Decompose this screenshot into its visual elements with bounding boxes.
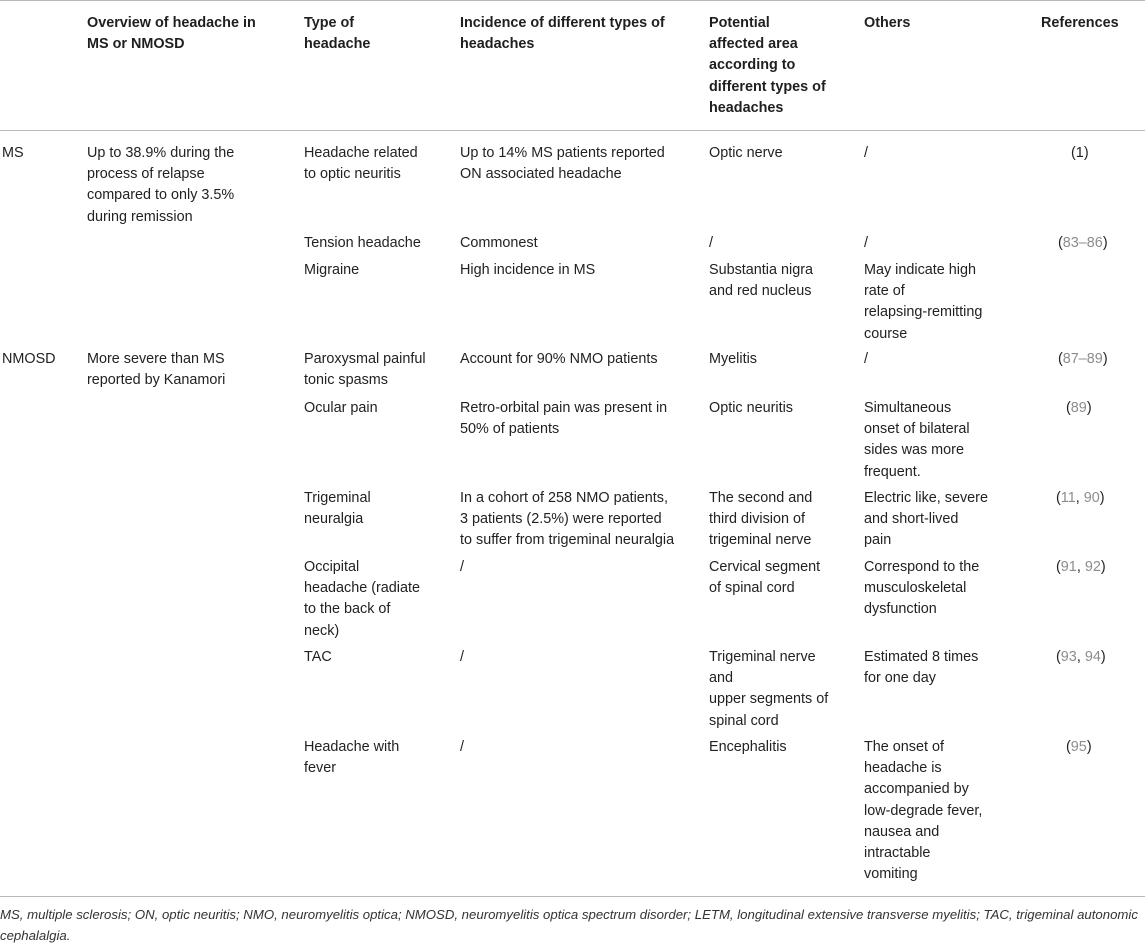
area-cell: Substantia nigra and red nucleus bbox=[709, 262, 814, 300]
area-cell: / bbox=[709, 235, 713, 251]
reference-cell bbox=[1066, 737, 1092, 758]
type-cell: Paroxysmal painful tonic spasms bbox=[304, 351, 426, 389]
reference-punctuation: ( bbox=[1058, 351, 1063, 367]
area-cell: Encephalitis bbox=[709, 739, 787, 755]
header-references: References bbox=[1041, 15, 1119, 31]
reference-punctuation: ) bbox=[1102, 235, 1108, 251]
type-cell: Tension headache bbox=[304, 235, 421, 251]
incidence-cell: Commonest bbox=[460, 235, 538, 251]
incidence-cell: / bbox=[460, 559, 464, 575]
incidence-cell: High incidence in MS bbox=[460, 262, 596, 278]
reference-number: 95 bbox=[1070, 739, 1087, 755]
type-cell: Headache with fever bbox=[304, 739, 400, 777]
reference-punctuation: ( bbox=[1066, 739, 1071, 755]
incidence-cell: / bbox=[460, 739, 464, 755]
reference-punctuation: ( bbox=[1058, 235, 1063, 251]
reference-punctuation: ( bbox=[1056, 649, 1061, 665]
reference-punctuation: ( bbox=[1066, 400, 1071, 416]
others-cell: Simultaneous onset of bilateral sides was more frequent. bbox=[864, 400, 970, 480]
header-type: Type of headache bbox=[304, 15, 371, 53]
header-area: Potential affected area according to different types of headaches bbox=[709, 15, 826, 116]
reference-punctuation: ) bbox=[1102, 351, 1108, 367]
area-cell: Cervical segment of spinal cord bbox=[709, 559, 821, 597]
reference-punctuation: ) bbox=[1099, 490, 1105, 506]
reference-punctuation: , bbox=[1076, 559, 1085, 575]
header-overview: Overview of headache in MS or NMOSD bbox=[87, 15, 256, 53]
others-cell: The onset of headache is accompanied by low-degrade fever, nausea and intractable vomiting bbox=[864, 739, 983, 883]
others-cell: Estimated 8 times for one day bbox=[864, 649, 979, 687]
overview-cell: Up to 38.9% during the process of relapse compared to only 3.5% during remission bbox=[87, 145, 235, 225]
reference-number: 83–86 bbox=[1062, 235, 1103, 251]
reference-number: 91 bbox=[1060, 559, 1077, 575]
reference-punctuation: , bbox=[1075, 490, 1084, 506]
table-bottom-rule bbox=[0, 896, 1145, 897]
disease-label: NMOSD bbox=[2, 351, 56, 367]
type-cell: Trigeminal neuralgia bbox=[304, 490, 371, 528]
incidence-cell: Up to 14% MS patients reported ON associated headache bbox=[460, 145, 665, 183]
reference-number: 93 bbox=[1060, 649, 1077, 665]
reference-number: 94 bbox=[1084, 649, 1101, 665]
header-bottom-rule bbox=[0, 130, 1145, 131]
reference-cell bbox=[1056, 557, 1106, 578]
reference-punctuation: ( bbox=[1071, 145, 1076, 161]
header-others: Others bbox=[864, 15, 911, 31]
others-cell: / bbox=[864, 145, 868, 161]
type-cell: Ocular pain bbox=[304, 400, 378, 416]
others-cell: Electric like, severe and short-lived pain bbox=[864, 490, 988, 549]
reference-punctuation: ) bbox=[1086, 739, 1092, 755]
reference-punctuation: , bbox=[1076, 649, 1085, 665]
disease-label: MS bbox=[2, 145, 24, 161]
reference-punctuation: ) bbox=[1086, 400, 1092, 416]
incidence-cell: Retro-orbital pain was present in 50% of patients bbox=[460, 400, 668, 438]
area-cell: Optic nerve bbox=[709, 145, 783, 161]
area-cell: Trigeminal nerve and upper segments of spinal cord bbox=[709, 649, 829, 729]
type-cell: Occipital headache (radiate to the back of neck) bbox=[304, 559, 421, 639]
reference-cell bbox=[1056, 647, 1106, 668]
type-cell: Migraine bbox=[304, 262, 360, 278]
reference-number: 89 bbox=[1070, 400, 1087, 416]
others-cell: Correspond to the musculoskeletal dysfunction bbox=[864, 559, 980, 618]
reference-number: 90 bbox=[1083, 490, 1100, 506]
reference-number: 92 bbox=[1084, 559, 1101, 575]
reference-punctuation: ) bbox=[1100, 649, 1106, 665]
overview-cell: More severe than MS reported by Kanamori bbox=[87, 351, 226, 389]
table-footnote: MS, multiple sclerosis; ON, optic neuritis; NMO, neuromyelitis optica; NMOSD, neuromyelitis optica spectrum disorder; LETM, longitudinal extensive transverse myelitis; TAC, trigeminal autonomic cephalalgia. bbox=[0, 907, 1138, 943]
reference-punctuation: 1 bbox=[1075, 145, 1084, 161]
reference-number: 87–89 bbox=[1062, 351, 1103, 367]
area-cell: Myelitis bbox=[709, 351, 757, 367]
reference-cell bbox=[1058, 233, 1108, 254]
others-cell: / bbox=[864, 235, 868, 251]
reference-punctuation: ) bbox=[1100, 559, 1106, 575]
reference-cell bbox=[1071, 143, 1089, 164]
reference-number: 11 bbox=[1060, 490, 1076, 506]
reference-cell bbox=[1066, 398, 1092, 419]
others-cell: / bbox=[864, 351, 868, 367]
reference-cell bbox=[1058, 349, 1108, 370]
header-incidence: Incidence of different types of headaches bbox=[460, 15, 665, 53]
type-cell: Headache related to optic neuritis bbox=[304, 145, 418, 183]
type-cell: TAC bbox=[304, 649, 332, 665]
reference-punctuation: ( bbox=[1056, 559, 1061, 575]
incidence-cell: In a cohort of 258 NMO patients, 3 patients (2.5%) were reported to suffer from trigeminal neuralgia bbox=[460, 490, 675, 549]
area-cell: Optic neuritis bbox=[709, 400, 793, 416]
reference-punctuation: ) bbox=[1083, 145, 1089, 161]
reference-punctuation: ( bbox=[1056, 490, 1061, 506]
reference-cell bbox=[1056, 488, 1105, 509]
incidence-cell: / bbox=[460, 649, 464, 665]
incidence-cell: Account for 90% NMO patients bbox=[460, 351, 658, 367]
area-cell: The second and third division of trigeminal nerve bbox=[709, 490, 813, 549]
table-top-rule bbox=[0, 0, 1145, 1]
others-cell: May indicate high rate of relapsing-remitting course bbox=[864, 262, 983, 342]
